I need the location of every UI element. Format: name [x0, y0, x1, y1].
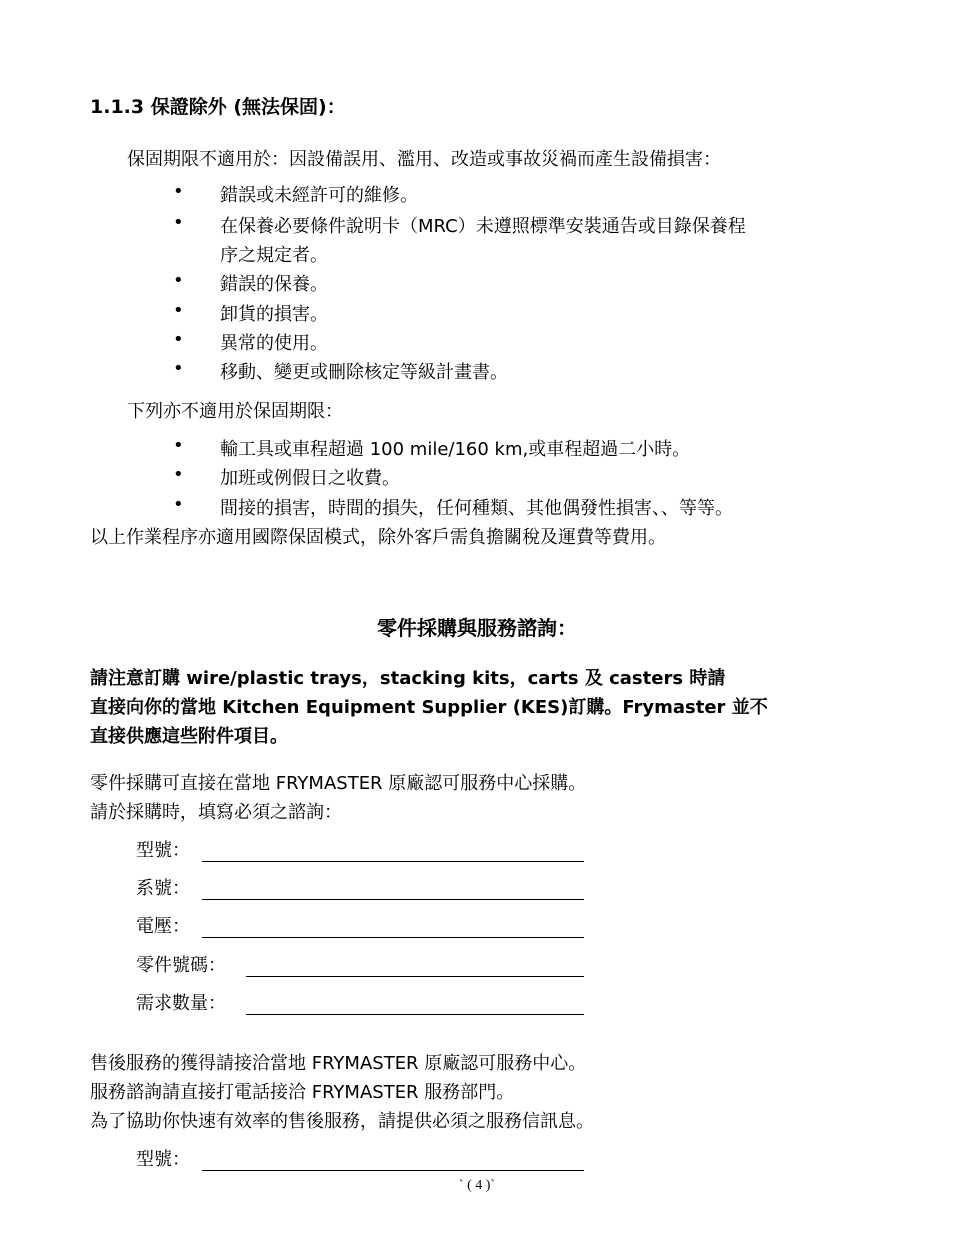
bullet-icon: •: [173, 464, 184, 485]
field-label: 系號：: [136, 878, 190, 899]
bullet-icon: •: [173, 329, 184, 350]
parts-purchase-text: 零件採購可直接在當地 FRYMASTER 原廠認可服務中心採購。: [90, 773, 587, 794]
part-number-input-line[interactable]: [246, 976, 584, 977]
model-field[interactable]: [136, 836, 586, 862]
section-heading: 1.1.3 保證除外 (無法保固)：: [90, 96, 346, 118]
voltage-input-line[interactable]: [202, 937, 584, 938]
service-text: 為了協助你快速有效率的售後服務，請提供必須之服務信訊息。: [90, 1111, 594, 1132]
parts-instruction-text: 請於採購時，填寫必須之諮詢：: [90, 802, 342, 823]
page-number: ` ( 4 )`: [458, 1178, 496, 1193]
exclusions-intro-2: 下列亦不適用於保固期限：: [127, 401, 343, 422]
notice-line: 直接向你的當地 Kitchen Equipment Supplier (KES)訂購。Frymaster 並不: [90, 697, 768, 718]
parts-section-title: 零件採購與服務諮詢：: [377, 616, 577, 640]
quantity-input-line[interactable]: [246, 1014, 584, 1015]
field-label: 需求數量：: [136, 993, 226, 1014]
bullet-icon: •: [173, 212, 184, 233]
bullet-icon: •: [173, 300, 184, 321]
bullet-icon: •: [173, 358, 184, 379]
part-number-field[interactable]: [136, 951, 586, 977]
bullet-icon: •: [173, 435, 184, 456]
field-label: 型號：: [136, 1149, 190, 1170]
field-label: 型號：: [136, 840, 190, 861]
field-label: 電壓：: [136, 916, 190, 937]
notice-line: 直接供應這些附件項目。: [90, 726, 288, 747]
notice-line: 請注意訂購 wire/plastic trays，stacking kits，carts 及 casters 時請: [90, 668, 726, 689]
quantity-field[interactable]: [136, 989, 586, 1015]
bullet-icon: •: [173, 181, 184, 202]
exclusions-intro: 保固期限不適用於：因設備誤用、濫用、改造或事故災禍而產生設備損害：: [127, 149, 721, 170]
serial-field[interactable]: [136, 874, 586, 900]
service-text: 售後服務的獲得請接洽當地 FRYMASTER 原廠認可服務中心。: [90, 1053, 587, 1074]
service-text: 服務諮詢請直接打電話接洽 FRYMASTER 服務部門。: [90, 1082, 515, 1103]
field-label: 零件號碼：: [136, 955, 226, 976]
service-model-input-line[interactable]: [202, 1170, 584, 1171]
bullet-icon: •: [173, 270, 184, 291]
model-input-line[interactable]: [202, 861, 584, 862]
list-item-continuation: 序之規定者。: [220, 245, 328, 266]
serial-input-line[interactable]: [202, 899, 584, 900]
voltage-field[interactable]: [136, 912, 586, 938]
service-model-field[interactable]: [136, 1145, 586, 1171]
bullet-icon: •: [173, 494, 184, 515]
international-note: 以上作業程序亦適用國際保固模式，除外客戶需負擔關稅及運費等費用。: [90, 527, 666, 548]
